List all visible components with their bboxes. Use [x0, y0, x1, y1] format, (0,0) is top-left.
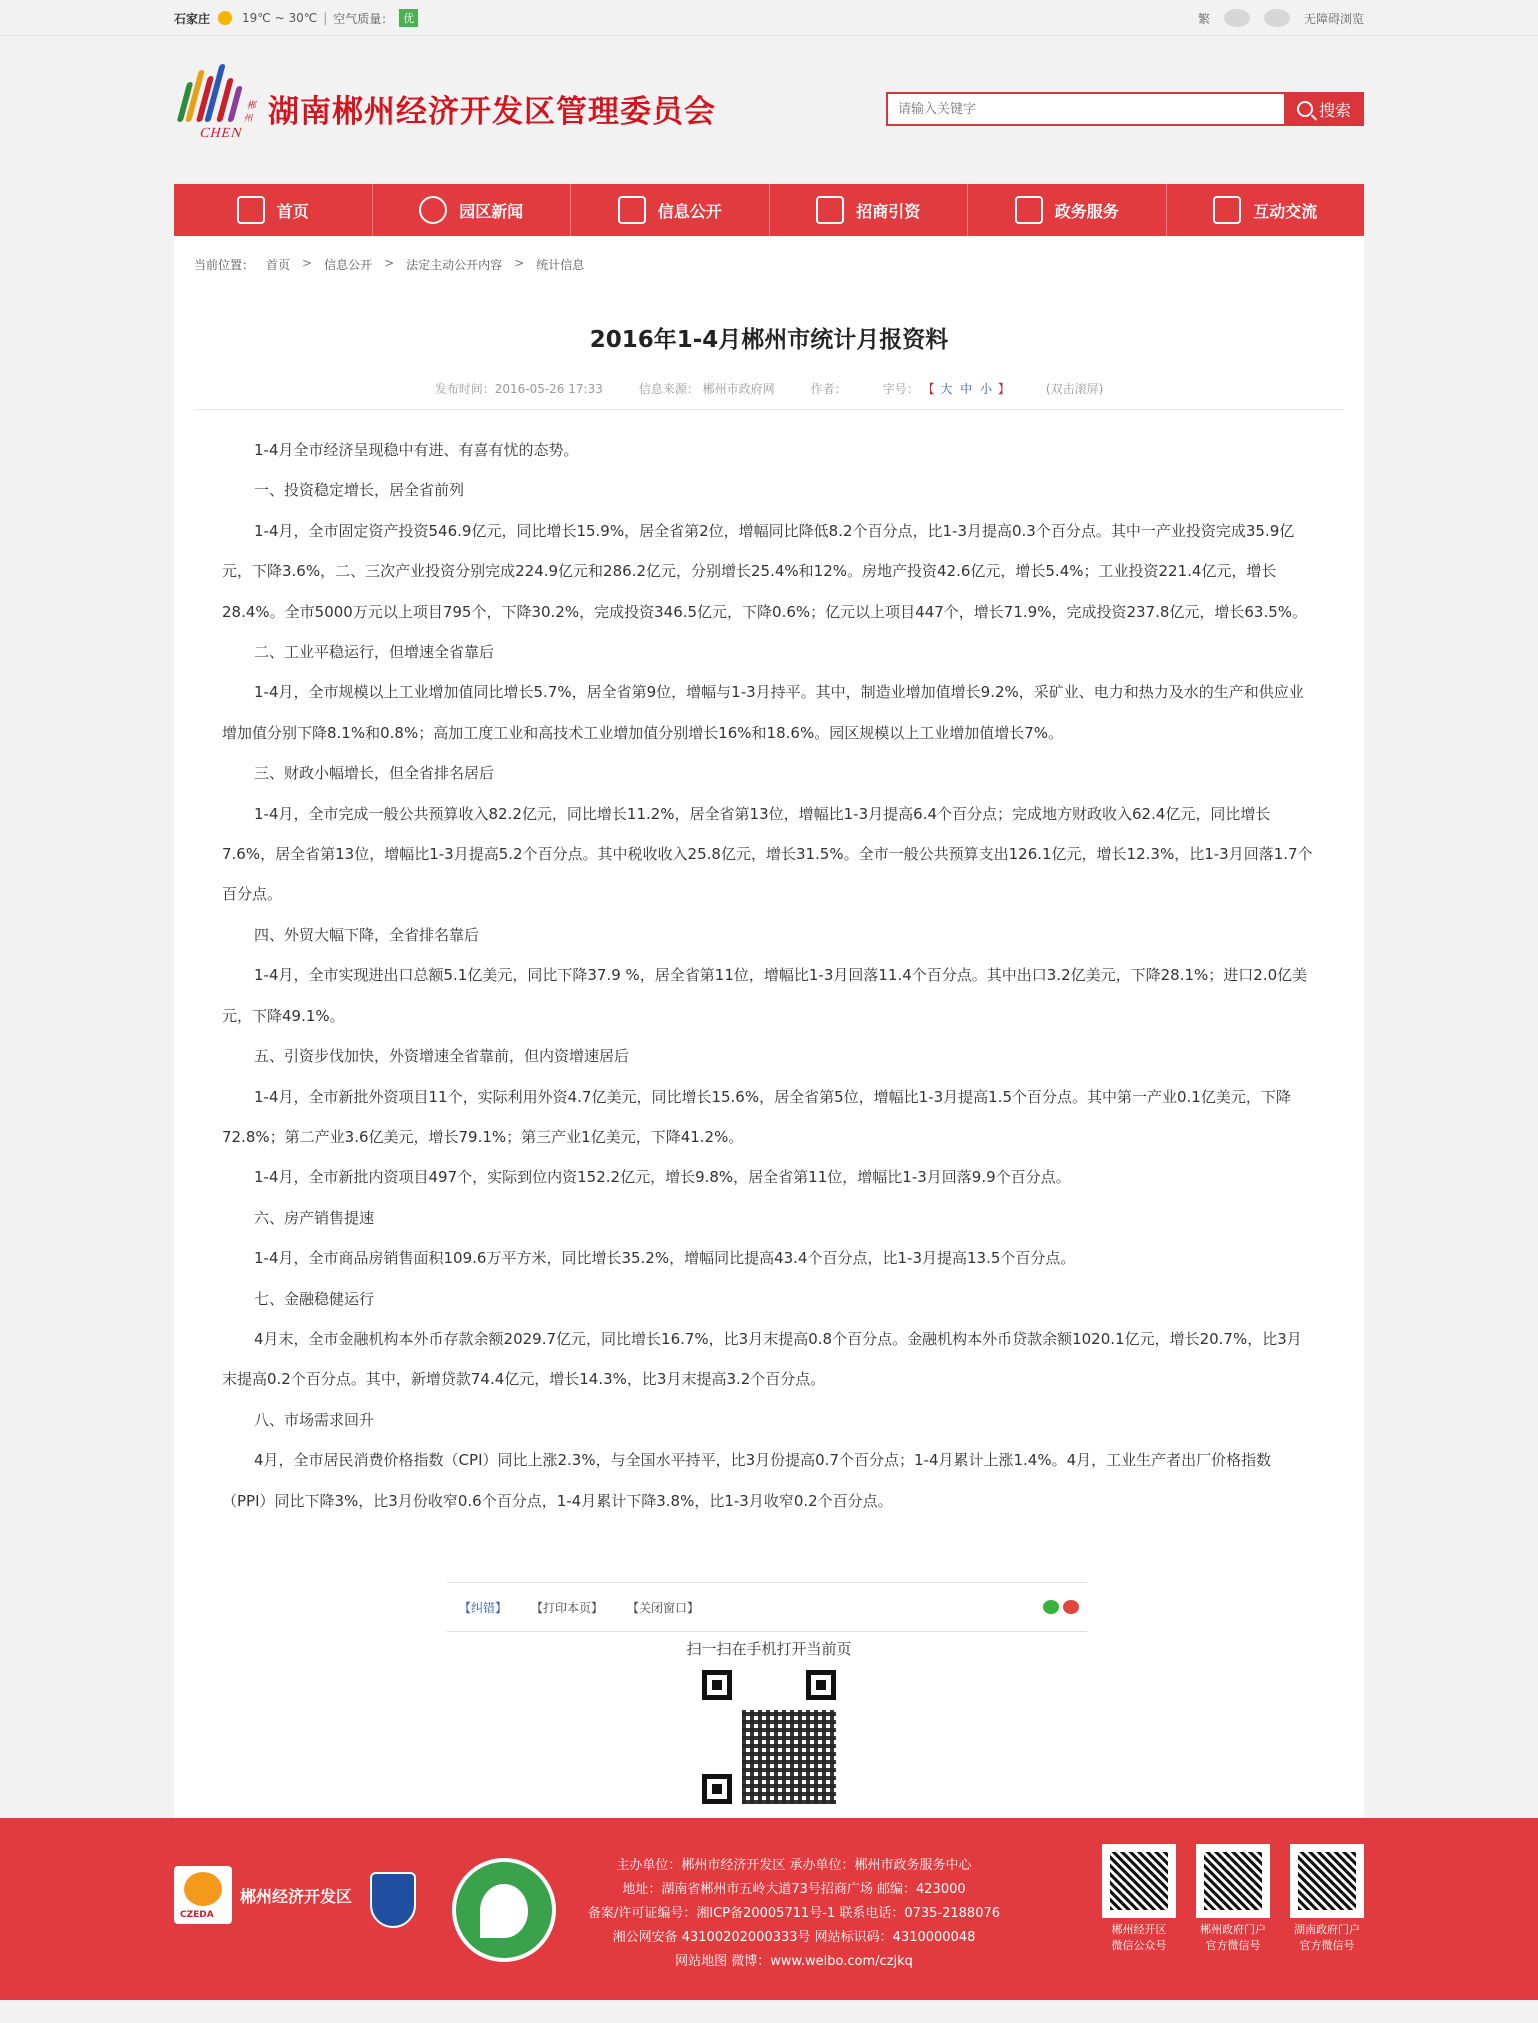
paragraph: 1-4月，全市固定资产投资546.9亿元，同比增长15.9%，居全省第2位，增幅同比降低8.2个百分点，比1-3月提高0.3个百分点。其中一产业投资完成35.9亿元，下降3.6%，二、三次产业投资分别完成224.9亿元和286.2亿元，分别增长25.4%和12%。房地产投资42.6亿元，增长5.4%；工业投资221.4亿元，增长28.4%。全市5000万元以上项目795个，下降30.2%，完成投资346.5亿元，下降0.6%；亿元以上项目447个，增长71.9%，完成投资237.8亿元，增长63.5%。	[222, 521, 1308, 621]
qr-label: 湖南政府门户	[1294, 1923, 1360, 1936]
font-bracket-open: 【	[922, 382, 935, 396]
font-mid-button[interactable]: 中	[960, 382, 973, 396]
footer-address: 地址：湖南省郴州市五岭大道73号招商广场 邮编：423000	[622, 1882, 966, 1897]
article-tools	[447, 1582, 1087, 1632]
qr-label: 郴州经开区	[1111, 1923, 1167, 1936]
site-footer	[0, 1818, 1538, 2000]
nav-item-label: 政务服务	[1054, 201, 1119, 221]
layers-icon	[816, 196, 844, 224]
globe-icon	[419, 196, 447, 224]
paragraph: 4月，全市居民消费价格指数（CPI）同比上涨2.3%，与全国水平持平，比3月份提高0.7个百分点；1-4月累计上涨1.4%。4月，工业生产者出厂价格指数（PPI）同比下降3%，比3月份收窄0.6个百分点，1-4月累计下降3.8%，比1-3月收窄0.2个百分点。	[222, 1451, 1272, 1510]
footer-qr-codes	[1102, 1844, 1364, 1954]
footer-sitemap[interactable]: 网站地图 微博：www.weibo.com/czjkq	[675, 1954, 913, 1969]
paragraph: 4月末，全市金融机构本外币存款余额2029.7亿元，同比增长16.7%，比3月末提高0.8个百分点。金融机构本外币贷款余额1020.1亿元，增长20.7%，比3月末提高0.2个百分点。其中，新增贷款74.4亿元，增长14.3%，比3月末提高3.2个百分点。	[222, 1329, 1302, 1389]
paragraph: 1-4月，全市商品房销售面积109.6万平方米，同比增长35.2%，增幅同比提高43.4个百分点，比1-3月提高13.5个百分点。	[254, 1249, 1076, 1268]
footer-qr-2	[1196, 1844, 1270, 1954]
section-heading: 五、引资步伐加快，外资增速全省靠前，但内资增速居后	[254, 1047, 630, 1066]
czeda-logo-icon	[174, 1866, 232, 1924]
breadcrumb-sep: >	[514, 256, 525, 270]
wechat-icon[interactable]	[1264, 9, 1290, 27]
footer-org-logo[interactable]	[174, 1866, 352, 1924]
print-page-link[interactable]: 【打印本页】	[531, 1600, 604, 1615]
qr-code-icon	[1290, 1844, 1364, 1918]
nav-item-label: 园区新闻	[459, 201, 524, 221]
paragraph: 1-4月，全市新批外资项目11个，实际利用外资4.7亿美元，同比增长15.6%，居全省第5位，增幅比1-3月提高1.5个百分点。其中第一产业0.1亿美元，下降72.8%；第二产业3.6亿美元，增长79.1%；第三产业1亿美元，下降41.2%。	[222, 1087, 1291, 1146]
section-heading: 二、工业平稳运行，但增速全省靠后	[254, 643, 495, 662]
logo-en-text: CHEN	[198, 126, 245, 141]
font-size-options	[923, 382, 1010, 396]
paragraph: 1-4月全市经济呈现稳中有进、有喜有忧的态势。	[254, 441, 579, 459]
breadcrumb	[174, 236, 1364, 273]
nav-item-label: 招商引资	[856, 201, 921, 221]
weibo-share-icon[interactable]	[1063, 1600, 1079, 1614]
qr-label: 郴州政府门户	[1200, 1923, 1266, 1936]
qr-code-icon	[1196, 1844, 1270, 1918]
chat-icon	[1213, 196, 1241, 224]
nav-item-label: 首页	[276, 201, 309, 221]
section-heading: 七、金融稳健运行	[254, 1289, 375, 1308]
search-input[interactable]	[886, 92, 1284, 126]
footer-icp[interactable]: 备案/许可证编号：湘ICP备20005711号-1 联系电话：0735-2188076	[587, 1906, 1001, 1921]
share-icons	[1043, 1600, 1079, 1614]
paragraph: 1-4月，全市规模以上工业增加值同比增长5.7%，居全省第9位，增幅与1-3月持平。其中，制造业增加值增长9.2%，采矿业、电力和热力及水的生产和供应业增加值分别下降8.1%和0.8%；高加工度工业和高技术工业增加值分别增长16%和18.6%。园区规模以上工业增加值增长7%。	[222, 683, 1304, 742]
qr-label: 官方微信号	[1299, 1939, 1355, 1952]
qr-code-icon	[1102, 1844, 1176, 1918]
nav-item-interaction[interactable]	[1167, 184, 1365, 236]
edit-icon	[1015, 196, 1043, 224]
paragraph: 1-4月，全市实现进出口总额5.1亿美元，同比下降37.9 %，居全省第11位，增幅比1-3月回落11.4个百分点。其中出口3.2亿美元，下降28.1%；进口2.0亿美元，下降49.1%。	[222, 966, 1308, 1025]
article-meta	[194, 380, 1344, 410]
font-big-button[interactable]: 大	[940, 382, 953, 396]
site-header	[174, 36, 1364, 184]
breadcrumb-info[interactable]: 信息公开	[324, 258, 373, 272]
breadcrumb-home[interactable]: 首页	[266, 258, 291, 272]
weibo-icon[interactable]	[1224, 9, 1250, 27]
footer-police[interactable]: 湘公网安备 43100202000333号 网站标识码：4310000048	[612, 1930, 976, 1945]
public-institution-badge-icon[interactable]	[370, 1872, 416, 1928]
footer-info	[584, 1854, 1004, 1974]
air-quality-label: 空气质量：	[333, 11, 394, 26]
separator: |	[323, 11, 328, 25]
footer-qr-1	[1102, 1844, 1176, 1954]
search-bar	[886, 92, 1364, 126]
czeda-badge-text: CZEDA	[180, 1910, 214, 1920]
breadcrumb-sep: >	[302, 256, 313, 270]
publish-time: 发布时间：2016-05-26 17:33	[434, 382, 603, 396]
top-bar-right	[1198, 9, 1364, 27]
font-bracket-close: 】	[997, 382, 1010, 396]
nav-item-label: 信息公开	[657, 201, 722, 221]
section-heading: 三、财政小幅增长，但全省排名居后	[254, 764, 495, 783]
page-qr-code	[702, 1670, 836, 1804]
temperature: 19℃ ~ 30℃	[242, 11, 318, 25]
home-icon	[237, 196, 265, 224]
document-icon	[618, 196, 646, 224]
breadcrumb-sep: >	[384, 256, 395, 270]
top-bar	[0, 0, 1538, 36]
footer-qr-3	[1290, 1844, 1364, 1954]
search-button-label: 搜索	[1318, 100, 1351, 120]
qr-label: 官方微信号	[1205, 1939, 1261, 1952]
air-quality-badge: 优	[399, 9, 418, 27]
font-size-label: 字号：	[882, 382, 919, 396]
nav-item-label: 互动交流	[1253, 201, 1318, 221]
wechat-share-icon[interactable]	[1043, 1600, 1059, 1614]
nav-item-investment[interactable]	[770, 184, 969, 236]
section-heading: 四、外贸大幅下降，全省排名靠后	[254, 925, 480, 944]
logo-small-text: 郴州	[242, 101, 258, 124]
main-nav	[174, 184, 1364, 236]
font-size-control	[883, 380, 1010, 397]
close-window-link[interactable]: 【关闭窗口】	[627, 1600, 700, 1615]
paragraph: 1-4月，全市完成一般公共预算收入82.2亿元，同比增长11.2%，居全省第13位，增幅比1-3月提高6.4个百分点；完成地方财政收入62.4亿元，同比增长7.6%，居全省第13位，增幅比1-3月提高5.2个百分点。其中税收收入25.8亿元，增长31.5%。全市一般公共预算支出126.1亿元，增长12.3%，比1-3月回落1.7个百分点。	[222, 804, 1313, 904]
main-content	[174, 236, 1364, 1870]
city-name: 石家庄	[174, 11, 211, 26]
qr-label: 微信公众号	[1111, 1939, 1167, 1952]
breadcrumb-legal[interactable]: 法定主动公开内容	[406, 258, 503, 272]
article-body	[174, 410, 1364, 1521]
nav-item-news[interactable]	[373, 184, 572, 236]
site-logo[interactable]	[174, 72, 716, 144]
nav-item-home[interactable]	[174, 184, 373, 236]
nav-item-service[interactable]	[968, 184, 1167, 236]
font-small-button[interactable]: 小	[980, 382, 993, 396]
sun-icon	[218, 11, 232, 25]
qr-caption: 扫一扫在手机打开当前页	[686, 1640, 852, 1658]
footer-sponsor: 主办单位：郴州市经济开发区 承办单位：郴州市政务服务中心	[616, 1858, 972, 1873]
breadcrumb-stats[interactable]: 统计信息	[536, 258, 585, 272]
search-icon	[1297, 101, 1313, 117]
traditional-chinese-link[interactable]: 繁	[1197, 11, 1210, 26]
paragraph: 1-4月，全市新批内资项目497个，实际到位内资152.2亿元，增长9.8%，居全省第11位，增幅比1-3月回落9.9个百分点。	[254, 1168, 1071, 1187]
accessible-browse-link[interactable]: 无障碍浏览	[1303, 11, 1364, 26]
breadcrumb-prefix: 当前位置：	[194, 258, 255, 272]
search-button[interactable]	[1284, 92, 1364, 126]
site-title: 湖南郴州经济开发区管理委员会	[268, 93, 716, 130]
nav-item-info[interactable]	[571, 184, 770, 236]
section-heading: 六、房产销售提速	[254, 1208, 375, 1227]
article-title: 2016年1-4月郴州市统计月报资料	[589, 327, 949, 353]
report-error-link[interactable]: 【纠错】	[459, 1600, 508, 1615]
footer-org-name: 郴州经济开发区	[240, 1886, 353, 1906]
section-heading: 八、市场需求回升	[254, 1410, 375, 1429]
logo-mark-icon	[174, 72, 260, 144]
civilized-city-badge-icon[interactable]	[452, 1858, 556, 1962]
info-source: 信息来源： 郴州市政府网	[638, 382, 775, 396]
author: 作者：	[810, 382, 847, 396]
section-heading: 一、投资稳定增长，居全省前列	[254, 481, 465, 500]
dblclick-scroll-hint: (双击滚屏)	[1045, 382, 1104, 396]
